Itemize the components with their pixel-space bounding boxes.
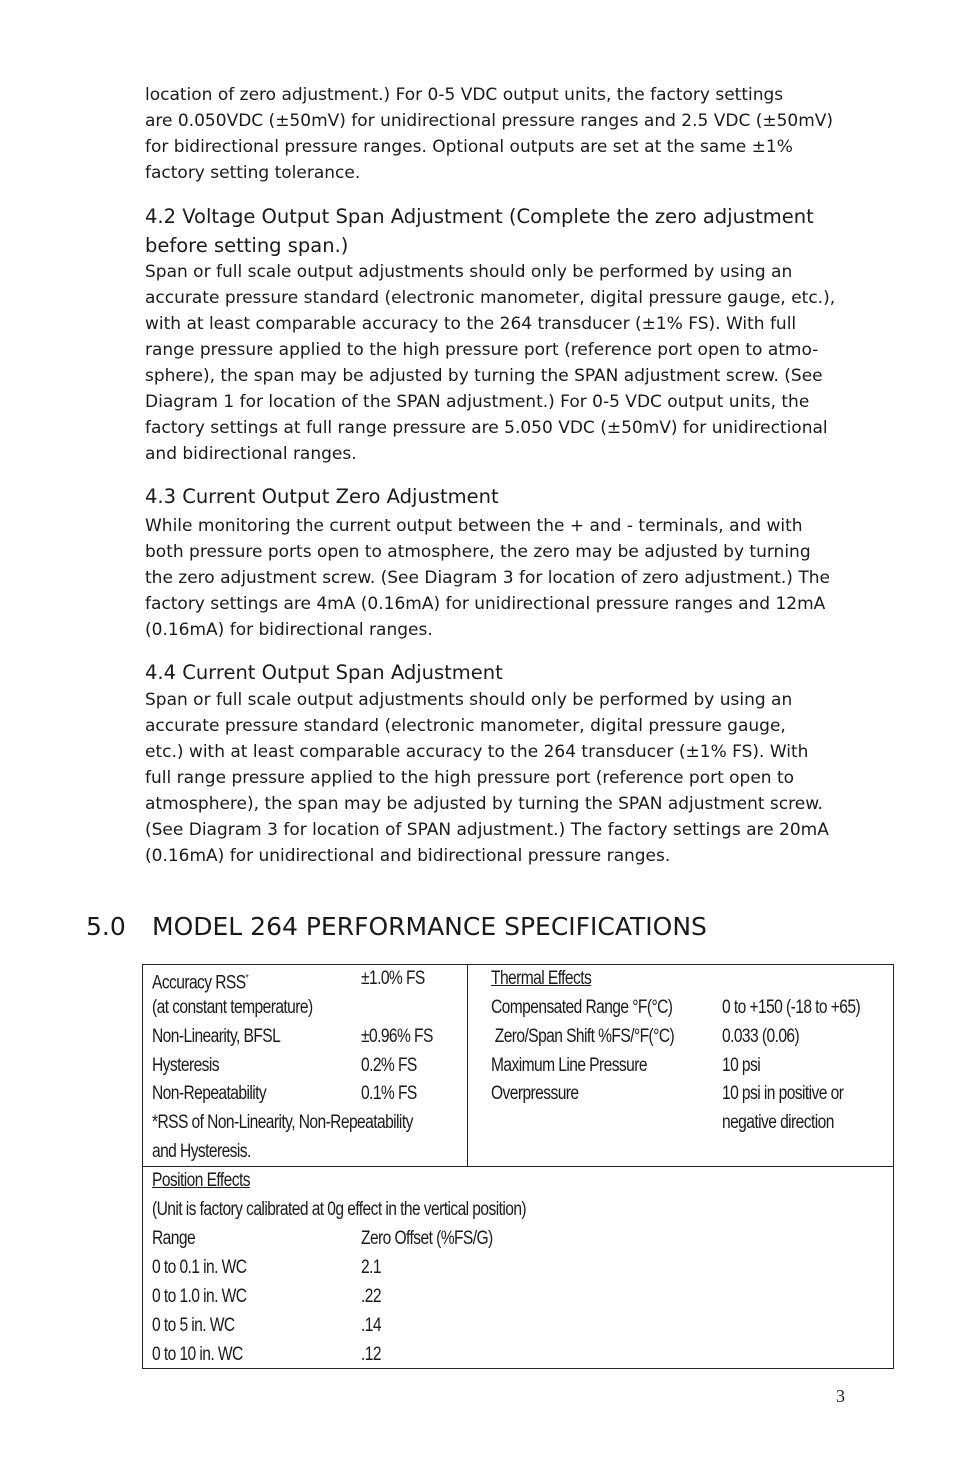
text-line: for bidirectional pressure ranges. Optional outputs are set at the same ±1% xyxy=(145,137,793,157)
text-line: While monitoring the current output between the + and - terminals, and with xyxy=(145,516,803,536)
nonrepeatability-value: 0.1% FS xyxy=(361,1083,417,1104)
page-number: 3 xyxy=(836,1386,845,1406)
range-cell: 0 to 5 in. WC xyxy=(152,1315,235,1336)
offset-cell: 2.1 xyxy=(361,1257,381,1278)
text-line: (0.16mA) for bidirectional ranges. xyxy=(145,620,433,640)
accuracy-value: ±1.0% FS xyxy=(361,968,425,989)
text-line: full range pressure applied to the high pressure port (reference port open to xyxy=(145,768,795,788)
text-line: range pressure applied to the high pressure port (reference port open to atmo- xyxy=(145,340,819,360)
text-line: accurate pressure standard (electronic manometer, digital pressure gauge, xyxy=(145,716,786,736)
range-cell: 0 to 1.0 in. WC xyxy=(152,1286,247,1307)
text-line: atmosphere), the span may be adjusted by turning the SPAN adjustment screw. xyxy=(145,794,823,814)
rss-footnote-line-1: *RSS of Non-Linearity, Non-Repeatability xyxy=(152,1112,413,1133)
hysteresis-value: 0.2% FS xyxy=(361,1055,417,1076)
overpressure-value-line-2: negative direction xyxy=(722,1112,834,1133)
text-line: both pressure ports open to atmosphere, the zero may be adjusted by turning xyxy=(145,542,811,562)
text-line: factory setting tolerance. xyxy=(145,163,361,183)
text-line: Span or full scale output adjustments should only be performed by using an xyxy=(145,262,793,282)
offset-cell: .12 xyxy=(361,1344,381,1365)
zero-offset-column-header: Zero Offset (%FS/G) xyxy=(361,1228,493,1249)
text-line: (See Diagram 3 for location of SPAN adjustment.) The factory settings are 20mA xyxy=(145,820,829,840)
accuracy-label-text: Accuracy RSS xyxy=(152,972,246,994)
text-line: (0.16mA) for unidirectional and bidirectional pressure ranges. xyxy=(145,846,671,866)
accuracy-note: (at constant temperature) xyxy=(152,997,313,1018)
offset-cell: .14 xyxy=(361,1315,381,1336)
nonrepeatability-label: Non-Repeatability xyxy=(152,1083,267,1104)
text-line: location of zero adjustment.) For 0-5 VDC output units, the factory settings xyxy=(145,85,784,105)
text-line: and bidirectional ranges. xyxy=(145,444,357,464)
overpressure-value-line-1: 10 psi in positive or xyxy=(722,1083,844,1104)
text-line: Diagram 1 for location of the SPAN adjustment.) For 0-5 VDC output units, the xyxy=(145,392,810,412)
text-line: are 0.050VDC (±50mV) for unidirectional pressure ranges and 2.5 VDC (±50mV) xyxy=(145,111,834,131)
section-number: 5.0 xyxy=(86,912,126,941)
compensated-range-label: Compensated Range °F(°C) xyxy=(491,997,673,1018)
nonlinearity-label: Non-Linearity, BFSL xyxy=(152,1026,281,1047)
zero-span-shift-value: 0.033 (0.06) xyxy=(722,1026,800,1047)
text-line: factory settings at full range pressure are 5.050 VDC (±50mV) for unidirectional xyxy=(145,418,828,438)
range-cell: 0 to 10 in. WC xyxy=(152,1344,243,1365)
overpressure-label: Overpressure xyxy=(491,1083,579,1104)
text-line: accurate pressure standard (electronic manometer, digital pressure gauge, etc.), xyxy=(145,288,836,308)
section-4-2-heading xyxy=(145,202,885,260)
zero-span-shift-label: Zero/Span Shift %FS/°F(°C) xyxy=(491,1026,675,1047)
section-4-4-heading xyxy=(145,658,885,687)
max-line-pressure-label: Maximum Line Pressure xyxy=(491,1055,647,1076)
text-line: factory settings are 4mA (0.16mA) for unidirectional pressure ranges and 12mA xyxy=(145,594,826,614)
section-4-2-body xyxy=(145,259,875,467)
section-4-4-body xyxy=(145,687,875,869)
section-4-3-body xyxy=(145,513,875,643)
spec-table-horizontal-divider xyxy=(142,1166,894,1167)
section-4-3-heading xyxy=(145,482,885,511)
section-5-0-heading xyxy=(86,910,707,944)
text-line: the zero adjustment screw. (See Diagram 3 for location of zero adjustment.) The xyxy=(145,568,830,588)
section-title: MODEL 264 PERFORMANCE SPECIFICATIONS xyxy=(152,912,707,941)
heading-line: 4.4 Current Output Span Adjustment xyxy=(145,661,503,684)
intro-paragraph xyxy=(145,82,875,186)
heading-line: before setting span.) xyxy=(145,234,349,257)
footnote-mark: * xyxy=(245,973,249,984)
range-column-header: Range xyxy=(152,1228,196,1249)
position-effects-note: (Unit is factory calibrated at 0g effect in the vertical position) xyxy=(152,1199,527,1220)
compensated-range-value: 0 to +150 (-18 to +65) xyxy=(722,997,861,1018)
nonlinearity-value: ±0.96% FS xyxy=(361,1026,433,1047)
position-effects-heading: Position Effects xyxy=(152,1170,250,1191)
heading-line: 4.3 Current Output Zero Adjustment xyxy=(145,485,499,508)
thermal-effects-heading: Thermal Effects xyxy=(491,968,592,989)
hysteresis-label: Hysteresis xyxy=(152,1055,219,1076)
rss-footnote-line-2: and Hysteresis. xyxy=(152,1141,251,1162)
text-line: with at least comparable accuracy to the 264 transducer (±1% FS). With full xyxy=(145,314,797,334)
heading-line: 4.2 Voltage Output Span Adjustment (Complete the zero adjustment xyxy=(145,205,814,228)
offset-cell: .22 xyxy=(361,1286,381,1307)
range-cell: 0 to 0.1 in. WC xyxy=(152,1257,247,1278)
spec-table-vertical-divider xyxy=(467,964,468,1167)
text-line: etc.) with at least comparable accuracy to the 264 transducer (±1% FS). With xyxy=(145,742,809,762)
text-line: sphere), the span may be adjusted by turning the SPAN adjustment screw. (See xyxy=(145,366,823,386)
text-line: Span or full scale output adjustments should only be performed by using an xyxy=(145,690,793,710)
max-line-pressure-value: 10 psi xyxy=(722,1055,761,1076)
